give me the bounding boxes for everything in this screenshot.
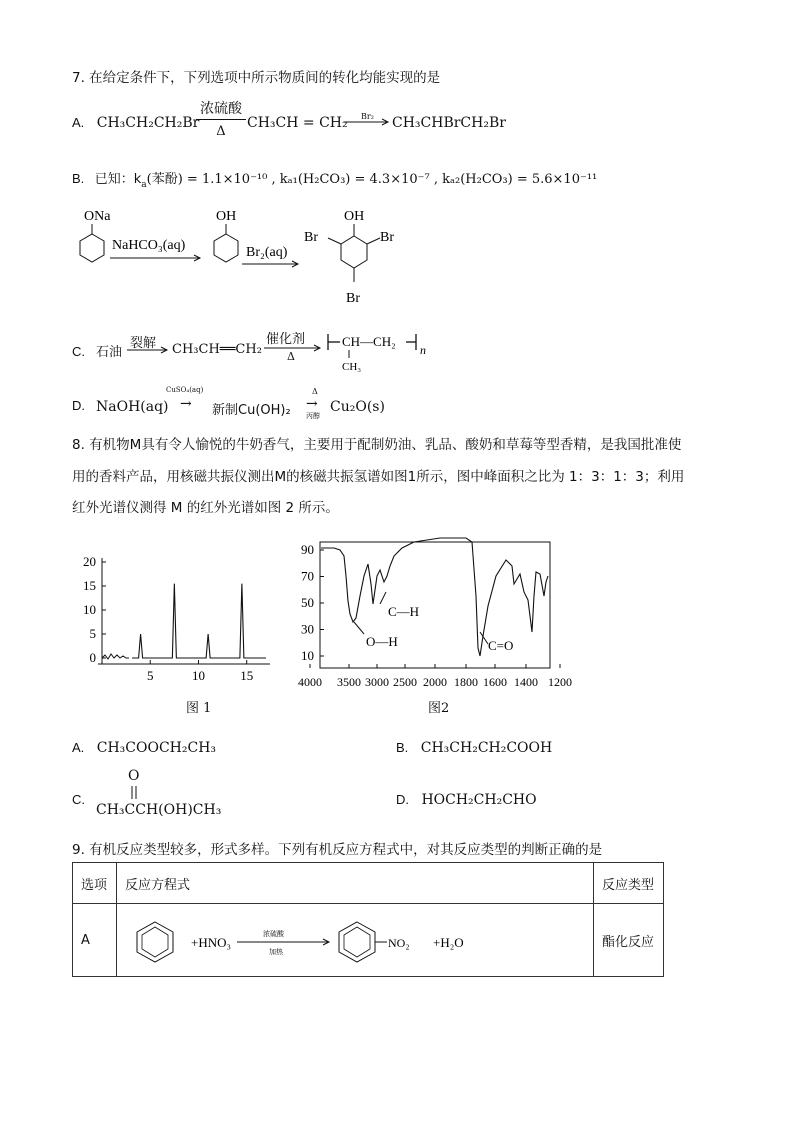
q7-stem: 7. 在给定条件下，下列选项中所示物质间的转化均能实现的是: [72, 70, 441, 86]
plot-frame: [320, 542, 550, 668]
x-tick-label: 3000: [365, 675, 389, 689]
q7-option-b: B. 已知：$k_a$(苯酚) = 1.1×10⁻¹⁰ , kₐ₁(H₂CO₃) = 4.3×10⁻⁷ , kₐ₂(H₂CO₃) = 5.6×10⁻¹¹: [72, 171, 598, 190]
cond-heating: 加热: [268, 948, 283, 956]
cond-h2so4: 浓硫酸: [262, 930, 284, 938]
carbonyl-o: O: [128, 768, 140, 784]
x-tick-label: 10: [191, 668, 205, 683]
option-label: B.: [396, 740, 409, 755]
option-label: D.: [72, 398, 85, 413]
cond-propanol: 丙醇: [306, 412, 320, 420]
nitration-equation: [125, 910, 585, 970]
option-label: B.: [72, 171, 85, 186]
header-equation: 反应方程式: [116, 863, 593, 904]
y-tick-label: 50: [301, 595, 314, 610]
header-type: 反应类型: [593, 863, 663, 904]
cond-cuso4: CuSO₄(aq): [166, 386, 204, 394]
x-tick-label: 2500: [393, 675, 417, 689]
middle-product: CH₃CH = CH₂: [247, 115, 348, 131]
nitro-group: NO₂: [387, 936, 410, 950]
reaction-table: [72, 862, 664, 977]
oh-label: OH: [216, 209, 237, 224]
polypropylene-structure: [326, 326, 436, 374]
table-header-row: [73, 863, 664, 904]
fig1-caption: 图 1: [186, 701, 212, 716]
given-text: 已知：k: [94, 172, 142, 187]
x-tick-label: 5: [146, 668, 154, 683]
option-label: C.: [72, 792, 85, 807]
nmr-spectrum-chart: [66, 544, 276, 694]
table-row: [73, 904, 664, 977]
annotation-ch: C—H: [388, 604, 420, 619]
y-tick-label: 20: [83, 554, 96, 569]
product-oh: OH: [344, 209, 365, 224]
y-tick-label: 10: [301, 648, 314, 663]
cond-heat: Δ: [312, 387, 318, 396]
ona-label: ONa: [84, 209, 111, 224]
start-petroleum: 石油: [96, 345, 123, 360]
reagent-br2aq: Br₂(aq): [246, 245, 288, 260]
reactant: CH₃CH₂CH₂Br: [96, 115, 200, 131]
naoh: NaOH(aq): [96, 399, 169, 415]
row-type: 酯化反应: [593, 904, 663, 977]
x-tick-label: 4000: [298, 675, 322, 689]
y-tick-label: 70: [301, 568, 314, 584]
x-tick-label: 2000: [423, 675, 447, 689]
q9-stem: 9. 有机反应类型较多，形式多样。下列有机反应方程式中，对其反应类型的判断正确的是: [72, 842, 603, 858]
option-label: A.: [72, 115, 85, 130]
y-tick-label: 5: [89, 626, 96, 641]
br-left: Br: [304, 230, 318, 245]
q8-option-b: [396, 740, 552, 756]
cond-cracking: 裂解: [130, 336, 157, 351]
cond-catalyst: 催化剂: [266, 332, 306, 347]
cond-bottom: Δ: [216, 124, 226, 139]
y-tick-label: 90: [301, 542, 314, 557]
poly-n: n: [420, 343, 426, 357]
option-label: D.: [396, 792, 409, 807]
annotation-co: C=O: [488, 638, 514, 653]
option-text: CH₃CH₂CH₂COOH: [420, 740, 553, 756]
x-tick-label: 1800: [454, 675, 478, 689]
option-c-text: CH₃CCH(OH)CH₃: [96, 802, 222, 818]
benzene-ring-icon: [80, 234, 104, 262]
x-tick-label: 1600: [483, 675, 507, 689]
x-tick-label: 15: [240, 668, 254, 683]
oh-leader: [354, 622, 364, 634]
y-tick-label: 15: [83, 578, 96, 593]
phenol-ring-icon: [214, 234, 238, 262]
poly-methyl: CH₃: [342, 361, 362, 373]
fresh-cuoh2: 新制Cu(OH)₂: [212, 403, 291, 418]
arrow-icon: →: [306, 396, 318, 412]
annotation-oh: O—H: [366, 634, 398, 649]
q8-option-a: [72, 740, 216, 756]
fig2-caption: 图2: [428, 701, 450, 716]
ir-trace: [321, 538, 548, 656]
baseline-noise: [102, 654, 129, 659]
y-tick-label: 10: [83, 602, 96, 617]
reagent-br2: Br₂: [361, 112, 374, 121]
final-product: CH₃CHBrCH₂Br: [392, 115, 506, 131]
co-leader: [480, 632, 488, 644]
row-equation: [116, 904, 593, 977]
given-constants: (苯酚) = 1.1×10⁻¹⁰ , kₐ₁(H₂CO₃) = 4.3×10⁻⁷ , kₐ₂(H₂CO₃) = 5.6×10⁻¹¹: [146, 172, 598, 187]
option-text: CH₃COOCH₂CH₃: [96, 740, 217, 756]
arrow-icon: [127, 346, 169, 354]
ch-leader: [380, 592, 386, 604]
header-option: 选项: [73, 863, 117, 904]
ir-spectrum-chart: [290, 536, 575, 694]
option-label: C.: [72, 344, 85, 359]
option-label: A.: [72, 740, 85, 755]
cu2o: Cu₂O(s): [330, 399, 385, 415]
water: +H₂O: [432, 935, 464, 950]
x-tick-label: 1400: [514, 675, 538, 689]
arrow-line: [196, 119, 246, 120]
option-text: HOCH₂CH₂CHO: [421, 792, 537, 808]
br-bottom: Br: [346, 291, 360, 306]
y-tick-label: 0: [89, 650, 96, 665]
q8-stem-3: 红外光谱仪测得 M 的红外光谱如图 2 所示。: [72, 500, 339, 516]
y-tick-label: 30: [301, 621, 314, 637]
q8-stem-2: 用的香料产品，用核磁共振仪测出M的核磁共振氢谱如图1所示，图中峰面积之比为 1：3：1：3；利用: [72, 469, 685, 485]
reagent-hno3: +HNO₃: [190, 935, 231, 950]
nmr-trace: [132, 584, 266, 658]
poly-main: CH—CH₂: [342, 334, 396, 349]
arrow-icon: [344, 118, 390, 126]
q7-b-scheme: [66, 204, 426, 308]
br-right: Br: [380, 230, 394, 245]
cond-top: 浓硫酸: [200, 101, 242, 117]
q8-option-d: [396, 792, 537, 808]
cond-heat: Δ: [287, 350, 295, 363]
double-bond-icon: [129, 786, 139, 800]
x-tick-label: 3500: [337, 675, 361, 689]
reagent-nahco3: NaHCO₃(aq): [112, 238, 186, 253]
arrow-icon: →: [180, 396, 192, 412]
propene: CH₃CH══CH₂: [172, 342, 262, 357]
row-option: A: [73, 904, 117, 977]
q7-option-a: [72, 115, 199, 131]
q8-stem-1: 8. 有机物M具有令人愉悦的牛奶香气，主要用于配制奶油、乳品、酸奶和草莓等型香精，是我国批准使: [72, 437, 682, 453]
x-tick-label: 1200: [548, 675, 572, 689]
tribromophenol-ring-icon: [341, 236, 367, 268]
